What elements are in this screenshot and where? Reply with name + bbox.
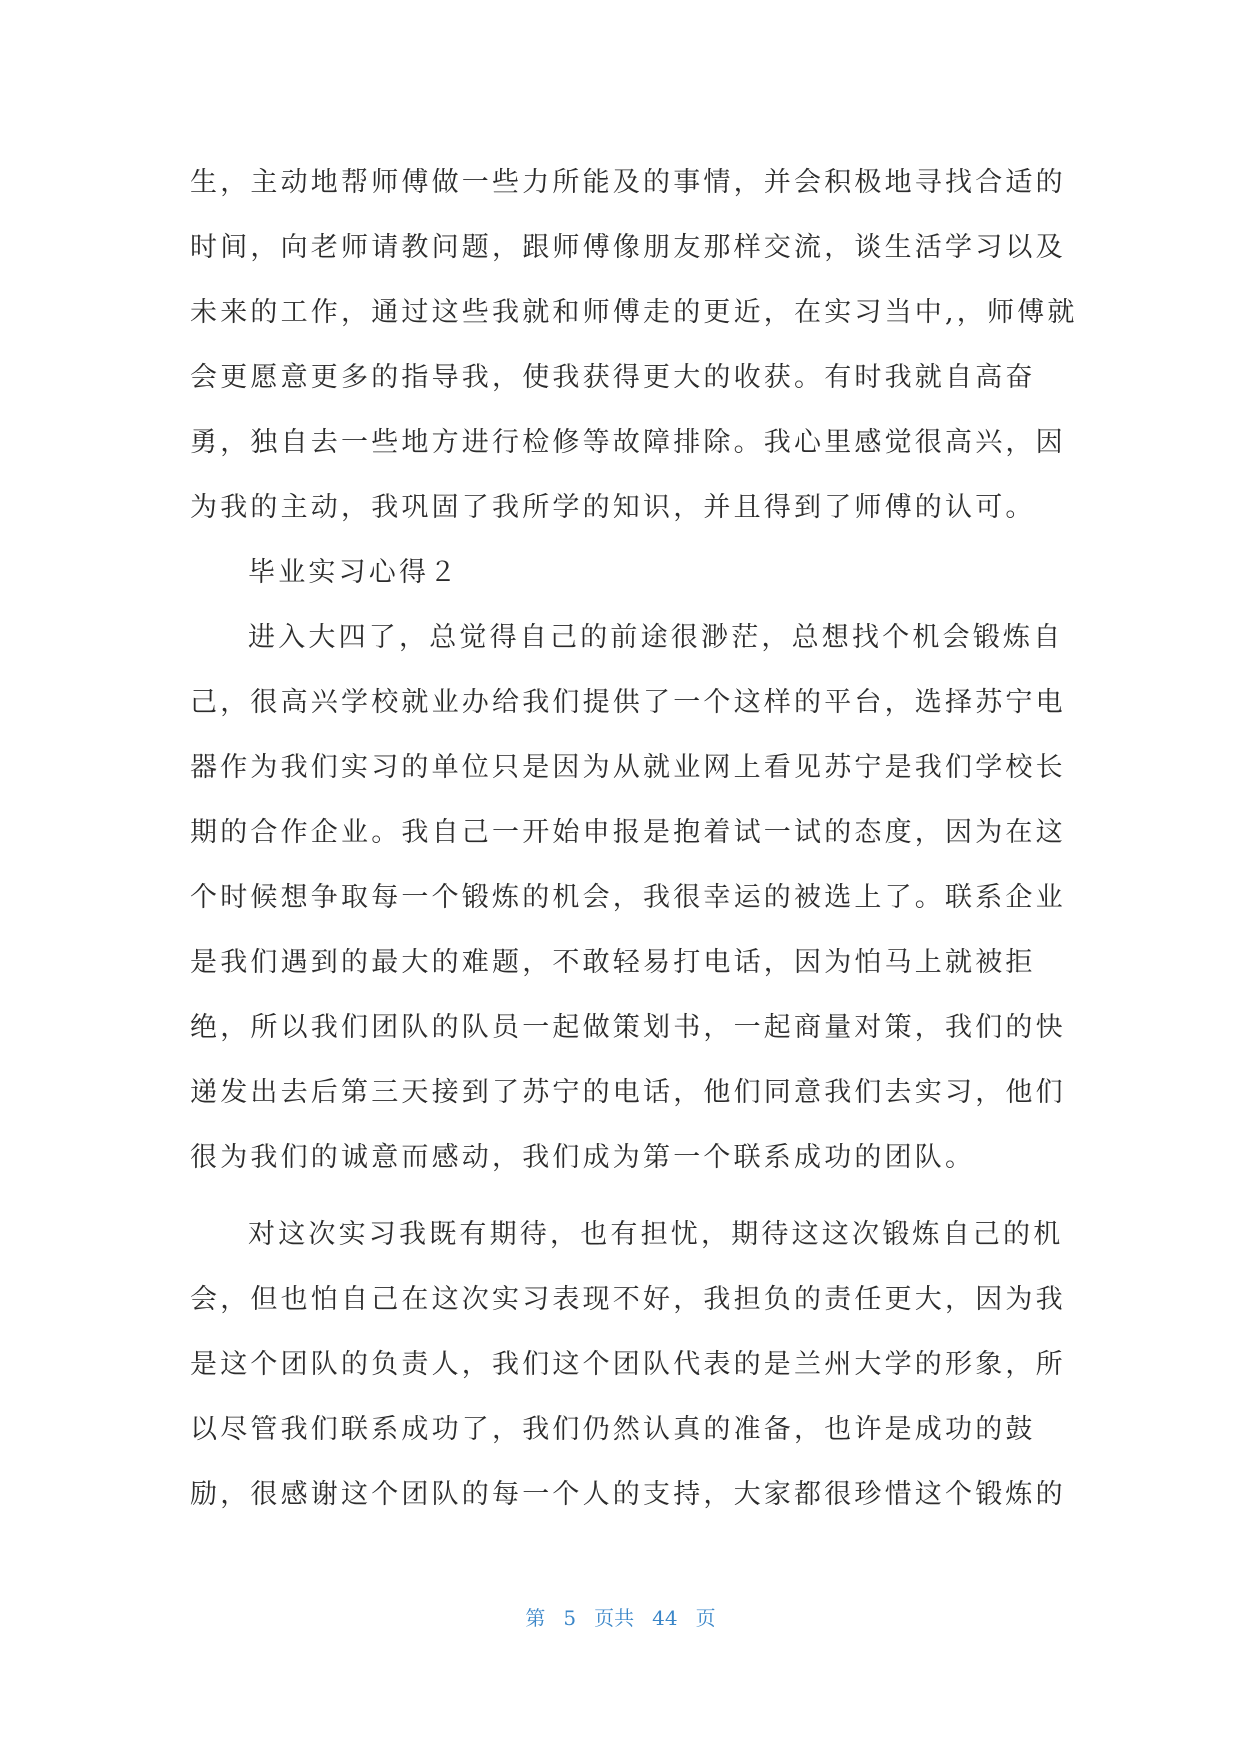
text-line: 会更愿意更多的指导我，使我获得更大的收获。有时我就自高奋 xyxy=(190,362,1036,393)
text-line: 勇，独自去一些地方进行检修等故障排除。我心里感觉很高兴，因 xyxy=(190,427,1066,458)
paragraph-gap xyxy=(190,1190,1050,1202)
text-line: 很为我们的诚意而感动，我们成为第一个联系成功的团队。 xyxy=(190,1142,976,1173)
text-line: 为我的主动，我巩固了我所学的知识，并且得到了师傅的认可。 xyxy=(190,492,1036,523)
text-line: 对这次实习我既有期待，也有担忧，期待这这次锻炼自己的机 xyxy=(248,1219,1064,1250)
text-line: 未来的工作，通过这些我就和师傅走的更近，在实习当中,，师傅就 xyxy=(190,297,1078,328)
text-line: 器作为我们实习的单位只是因为从就业网上看见苏宁是我们学校长 xyxy=(190,752,1066,783)
text-line: 生，主动地帮师傅做一些力所能及的事情，并会积极地寻找合适的 xyxy=(190,167,1066,198)
text-line: 是我们遇到的最大的难题，不敢轻易打电话，因为怕马上就被拒 xyxy=(190,947,1036,978)
text-line: 励，很感谢这个团队的每一个人的支持，大家都很珍惜这个锻炼的 xyxy=(190,1479,1066,1510)
page-footer xyxy=(0,1602,1241,1631)
text-line: 以尽管我们联系成功了，我们仍然认真的准备，也许是成功的鼓 xyxy=(190,1414,1036,1445)
section-heading: 毕业实习心得２ xyxy=(248,557,460,588)
page-mid: 页共 xyxy=(594,1606,635,1630)
page-total: 44 xyxy=(652,1606,678,1630)
text-line: 时间，向老师请教问题，跟师傅像朋友那样交流，谈生活学习以及 xyxy=(190,232,1066,263)
document-body xyxy=(190,150,1078,1527)
page-prefix: 第 xyxy=(525,1606,546,1630)
text-line: 进入大四了，总觉得自己的前途很渺茫，总想找个机会锻炼自 xyxy=(248,622,1064,653)
text-line: 会，但也怕自己在这次实习表现不好，我担负的责任更大，因为我 xyxy=(190,1284,1066,1315)
page-suffix: 页 xyxy=(695,1606,716,1630)
text-line: 递发出去后第三天接到了苏宁的电话，他们同意我们去实习，他们 xyxy=(190,1077,1066,1108)
text-line: 绝，所以我们团队的队员一起做策划书，一起商量对策，我们的快 xyxy=(190,1012,1066,1043)
text-line: 己，很高兴学校就业办给我们提供了一个这样的平台，选择苏宁电 xyxy=(190,687,1066,718)
text-line: 期的合作企业。我自己一开始申报是抱着试一试的态度，因为在这 xyxy=(190,817,1066,848)
text-line: 是这个团队的负责人，我们这个团队代表的是兰州大学的形象，所 xyxy=(190,1349,1066,1380)
text-line: 个时候想争取每一个锻炼的机会，我很幸运的被选上了。联系企业 xyxy=(190,882,1066,913)
page-number: 5 xyxy=(563,1606,577,1630)
